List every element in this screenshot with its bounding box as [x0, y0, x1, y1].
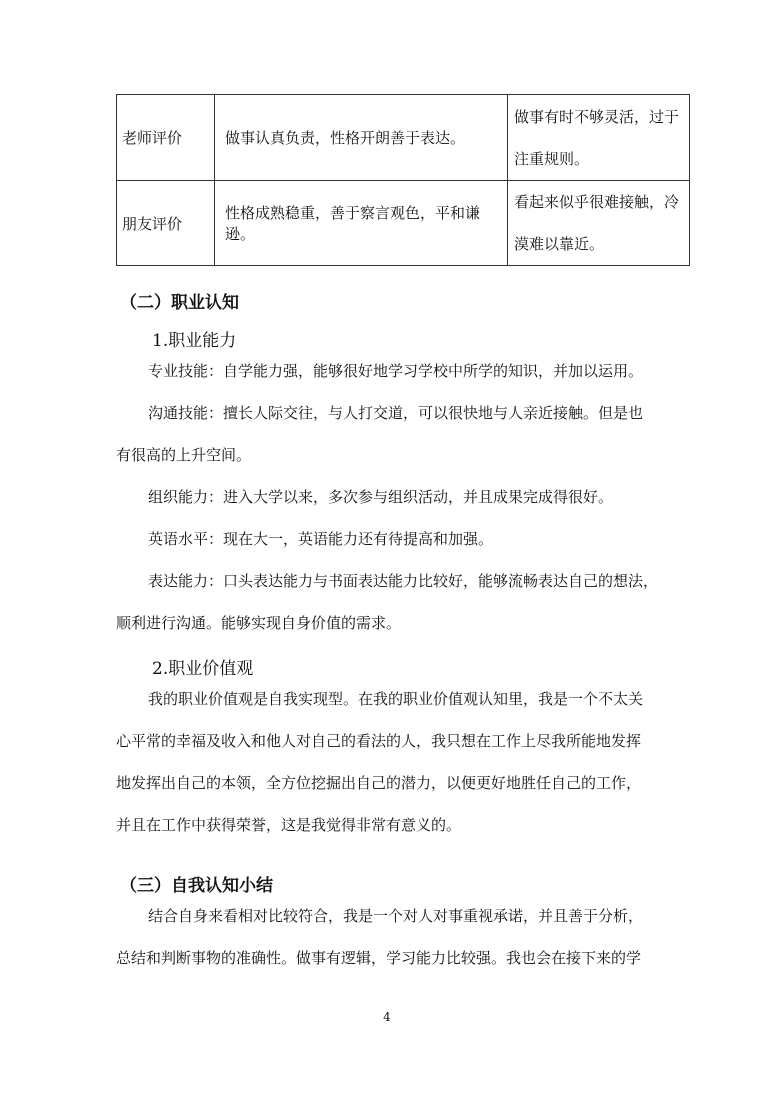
paragraph-line: 表达能力：口头表达能力与书面表达能力比较好，能够流畅表达自己的想法， — [148, 572, 659, 590]
paragraph-line: 并且在工作中获得荣誉，这是我觉得非常有意义的。 — [116, 816, 462, 834]
sub1-body — [0, 350, 774, 644]
weakness-line: 做事有时不够灵活，过于 — [514, 107, 680, 126]
paragraph-line: 组织能力：进入大学以来，多次参与组织活动，并且成果完成得很好。 — [148, 488, 614, 506]
paragraph-line: 有很高的上升空间。 — [116, 446, 252, 464]
paragraph-line: 顺利进行沟通。能够实现自身价值的需求。 — [116, 614, 402, 632]
strengths-cell: 做事认真负责，性格开朗善于表达。 — [215, 95, 508, 181]
evaluation-table — [116, 94, 690, 266]
section3-heading: （三）自我认知小结 — [120, 876, 273, 896]
paragraph-line: 我的职业价值观是自我实现型。在我的职业价值观认知里，我是一个不太关 — [148, 690, 644, 708]
paragraph-line: 地发挥出自己的本领，全方位挖掘出自己的潜力，以便更好地胜任自己的工作， — [116, 774, 642, 792]
evaluator-cell: 朋友评价 — [117, 181, 215, 266]
paragraph-line: 总结和判断事物的准确性。做事有逻辑，学习能力比较强。我也会在接下来的学 — [116, 949, 642, 967]
paragraph-line: 英语水平：现在大一，英语能力还有待提高和加强。 — [148, 530, 494, 548]
weakness-line: 看起来似乎很难接触，冷 — [514, 193, 680, 211]
table-row — [117, 95, 690, 181]
paragraph-line: 沟通技能：擅长人际交往，与人打交道，可以很快地与人亲近接触。但是也 — [148, 404, 644, 422]
evaluator-cell: 老师评价 — [117, 95, 215, 181]
section2-heading: （二）职业认知 — [120, 293, 239, 313]
strengths-cell: 性格成熟稳重，善于察言观色，平和谦逊。 — [215, 181, 508, 266]
weakness-cell — [508, 95, 690, 181]
weakness-cell — [508, 181, 690, 266]
sub1-heading: 1.职业能力 — [152, 331, 237, 351]
paragraph-line: 心平常的幸福及收入和他人对自己的看法的人，我只想在工作上尽我所能地发挥 — [116, 732, 642, 750]
paragraph-line: 结合自身来看相对比较符合，我是一个对人对事重视承诺，并且善于分析， — [148, 907, 644, 925]
paragraph-line: 专业技能：自学能力强，能够很好地学习学校中所学的知识，并加以运用。 — [148, 362, 644, 380]
sub2-body — [0, 678, 774, 846]
section3-body — [0, 895, 774, 979]
weakness-line: 注重规则。 — [514, 149, 590, 168]
table-row — [117, 181, 690, 266]
sub2-heading: 2.职业价值观 — [152, 659, 254, 679]
page-number: 4 — [383, 1010, 391, 1024]
weakness-line: 漠难以靠近。 — [514, 235, 605, 253]
